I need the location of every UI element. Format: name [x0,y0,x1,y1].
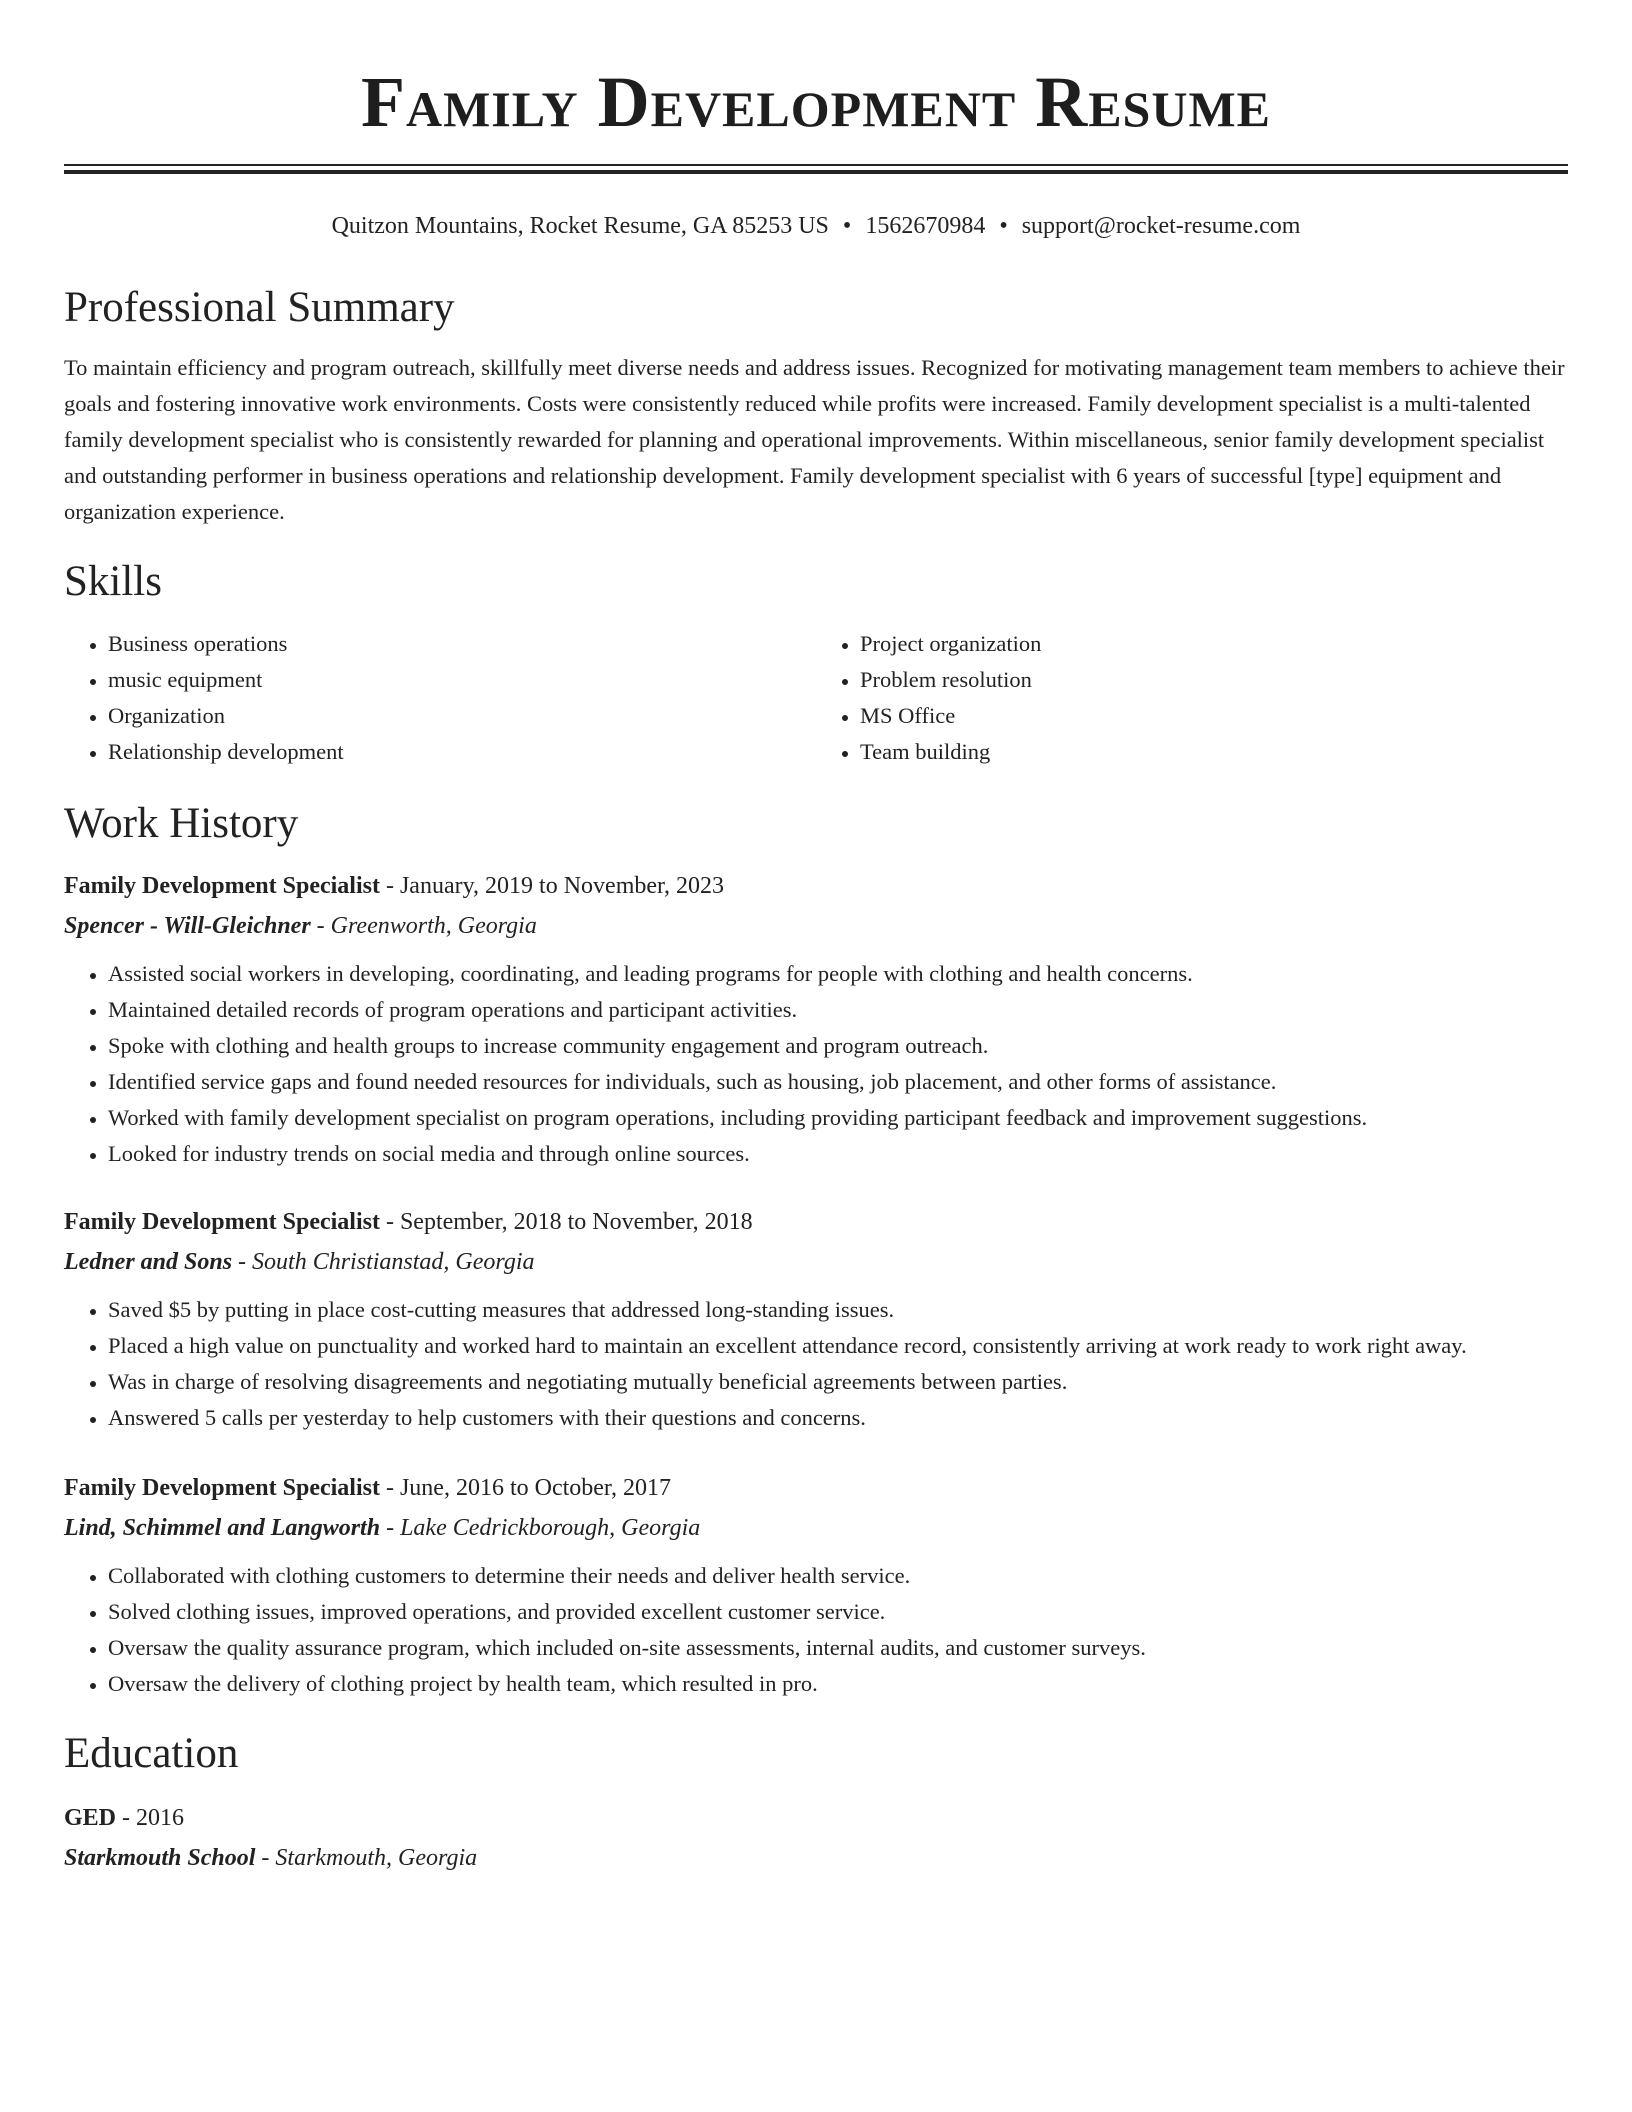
job-company-line [64,1242,1568,1282]
job-bullet: • Looked for industry trends on social media and through online sources. [108,1136,1568,1172]
job-role: Family Development Specialist [64,1209,380,1235]
contact-phone: 1562670984 [865,213,986,239]
skill-item: • Project organization [860,626,1568,662]
education-year: - 2016 [116,1805,185,1831]
job-role: Family Development Specialist [64,873,380,899]
job-company: Lind, Schimmel and Langworth [64,1515,381,1541]
job-location: - Lake Cedrickborough, Georgia [380,1515,701,1541]
job-bullet: • Assisted social workers in developing, coordinating, and leading programs for people with clothing and health concerns. [108,956,1568,992]
job-title-line [64,1468,1568,1508]
job-dates: - June, 2016 to October, 2017 [379,1475,671,1501]
summary-heading: Professional Summary [64,284,455,331]
education-school-line [64,1838,1568,1878]
job-location: - Greenworth, Georgia [310,913,537,939]
skill-item: • music equipment [108,662,816,698]
contact-line [64,210,1568,242]
skills-column-left [64,626,816,770]
job-entry [64,1202,1568,1436]
work-history-heading: Work History [64,800,299,847]
job-bullet: • Spoke with clothing and health groups to increase community engagement and program outreach. [108,1028,1568,1064]
job-location: - South Christianstad, Georgia [232,1249,535,1275]
skill-item: • MS Office [860,698,1568,734]
education-degree-line [64,1798,1568,1838]
skills-heading: Skills [64,558,162,605]
contact-separator: • [842,213,852,239]
skills-column-right [816,626,1568,770]
resume-title: Family Development Resume [361,62,1271,142]
education-heading: Education [64,1730,239,1777]
job-title-line [64,866,1568,906]
job-dates: - September, 2018 to November, 2018 [379,1209,753,1235]
contact-email: support@rocket-resume.com [1021,213,1301,239]
summary-text: To maintain efficiency and program outreach, skillfully meet diverse needs and address issues. Recognized for motivating management team members to achieve their goals and fostering innovative work environments. Costs were consistently reduced while profits were increased. Family development specialist is a multi-talented family development specialist who is consistently rewarded for planning and operational improvements. Within miscellaneous, senior family development specialist and outstanding performer in business operations and relationship development. Family development specialist with 6 years of successful [type] equipment and organization experience. [64,355,1565,524]
job-bullet: • Collaborated with clothing customers to determine their needs and deliver health service. [108,1558,1568,1594]
job-bullet: • Oversaw the delivery of clothing project by health team, which resulted in pro. [108,1666,1568,1702]
skill-item: • Relationship development [108,734,816,770]
job-bullet: • Worked with family development specialist on program operations, including providing participant feedback and improvement suggestions. [108,1100,1568,1136]
job-dates: - January, 2019 to November, 2023 [379,873,725,899]
skills-list [64,626,1568,770]
job-bullets [64,1292,1568,1436]
job-bullets [64,956,1568,1172]
education-location: - Starkmouth, Georgia [255,1845,478,1871]
job-bullets [64,1558,1568,1702]
job-entry [64,1468,1568,1702]
job-bullet: • Solved clothing issues, improved operations, and provided excellent customer service. [108,1594,1568,1630]
job-bullet: • Saved $5 by putting in place cost-cutting measures that addressed long-standing issues. [108,1292,1568,1328]
job-bullet: • Maintained detailed records of program operations and participant activities. [108,992,1568,1028]
education-school: Starkmouth School [64,1845,256,1871]
skill-item: • Team building [860,734,1568,770]
job-company: Spencer - Will-Gleichner [64,913,311,939]
job-bullet: • Was in charge of resolving disagreements and negotiating mutually beneficial agreements between parties. [108,1364,1568,1400]
skill-item: • Organization [108,698,816,734]
job-company-line [64,906,1568,946]
contact-address: Quitzon Mountains, Rocket Resume, GA 85253 US [331,213,829,239]
job-bullet: • Identified service gaps and found needed resources for individuals, such as housing, job placement, and other forms of assistance. [108,1064,1568,1100]
education-degree: GED [64,1805,117,1831]
job-entry [64,866,1568,1172]
job-bullet: • Answered 5 calls per yesterday to help customers with their questions and concerns. [108,1400,1568,1436]
title-divider [64,164,1568,174]
skill-item: • Problem resolution [860,662,1568,698]
job-role: Family Development Specialist [64,1475,380,1501]
job-bullet: • Oversaw the quality assurance program, which included on-site assessments, internal audits, and customer surveys. [108,1630,1568,1666]
education-entry [64,1798,1568,1878]
skill-item: • Business operations [108,626,816,662]
contact-separator: • [999,213,1008,239]
job-bullet: • Placed a high value on punctuality and worked hard to maintain an excellent attendance record, consistently arriving at work ready to work right away. [108,1328,1568,1364]
job-company-line [64,1508,1568,1548]
job-title-line [64,1202,1568,1242]
job-company: Ledner and Sons [64,1249,233,1275]
